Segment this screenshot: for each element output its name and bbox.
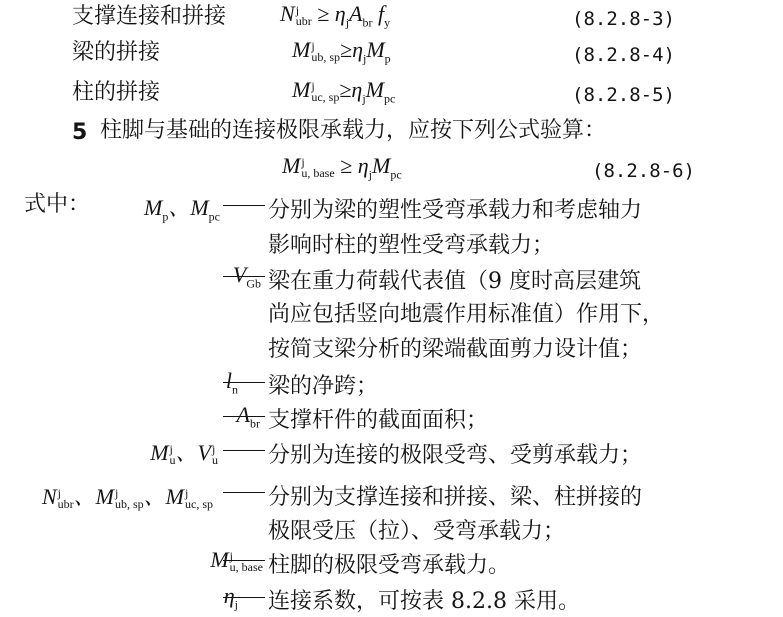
formula-label-brace-connection: 支撑连接和拼接 [72,4,227,29]
definition-dash [223,450,265,451]
formula-8-2-8-4: M j ub, sp $\ge\eta_jM_p$ [292,37,391,66]
formula-8-2-8-3: N j ubr ≥ $\eta_jA_{br}$ $f_y$ [280,1,391,30]
formula-label-column-splice: 柱的拼接 [72,80,161,105]
definition-line: 柱脚的极限受弯承载力。 [268,553,511,578]
definition-line: 连接系数，可按表 8.2.8 采用。 [268,589,580,614]
definition-line: 影响时柱的塑性受弯承载力； [268,233,555,258]
where-label: 式中： [24,192,91,217]
symbol-abr: $A_{br}$ [236,402,260,431]
equation-number: (8.2.8-3) [572,8,675,30]
equation-number: (8.2.8-4) [572,44,675,66]
symbol-mubase: M j u, base [210,547,263,574]
equation-number: (8.2.8-6) [592,160,695,182]
definition-line: 尚应包括竖向地震作用标准值）作用下， [268,302,665,327]
definition-dash [223,416,265,417]
definition-dash [223,382,265,383]
symbol-mp-mpc: $M_p$、$M_{pc}$ [144,195,220,224]
symbol-vgb: $V_{Gb}$ [232,262,261,291]
formula-8-2-8-6: M j u, base ≥ $\eta_jM_{pc}$ [282,153,402,182]
symbol-ln: $l_n$ [225,368,238,397]
definition-dash [223,492,265,493]
formula-label-beam-splice: 梁的拼接 [72,40,161,65]
definition-line: 梁在重力荷载代表值（9 度时高层建筑 [268,269,641,294]
symbol-mu-vu: M j u 、V j u [150,440,218,467]
equation-number: (8.2.8-5) [572,84,675,106]
symbol-nubr-mubsp-mucsp: N j ubr 、M j ub, sp 、M j uc, sp [41,484,213,511]
definition-dash [223,205,265,206]
symbol-eta-j: $\eta_j$ [223,583,238,612]
definition-line: 支撑杆件的截面面积； [268,408,489,433]
definition-line: 分别为支撑连接和拼接、梁、柱拼接的 [268,485,643,510]
definition-line: 分别为连接的极限受弯、受剪承载力； [268,443,643,468]
definition-dash [223,276,265,277]
definition-line: 按简支梁分析的梁端截面剪力设计值； [268,337,643,362]
item-text: 柱脚与基础的连接极限承载力，应按下列公式验算： [100,118,607,143]
item-index: 5 [72,120,88,145]
definition-dash [223,597,265,598]
definition-dash [223,560,265,561]
formula-8-2-8-5: M j uc, sp $\ge\eta_jM_{pc}$ [292,77,396,106]
definition-line: 梁的净跨； [268,374,379,399]
definition-line: 极限受压（拉）、受弯承载力； [268,519,566,544]
definition-line: 分别为梁的塑性受弯承载力和考虑轴力 [268,198,643,223]
